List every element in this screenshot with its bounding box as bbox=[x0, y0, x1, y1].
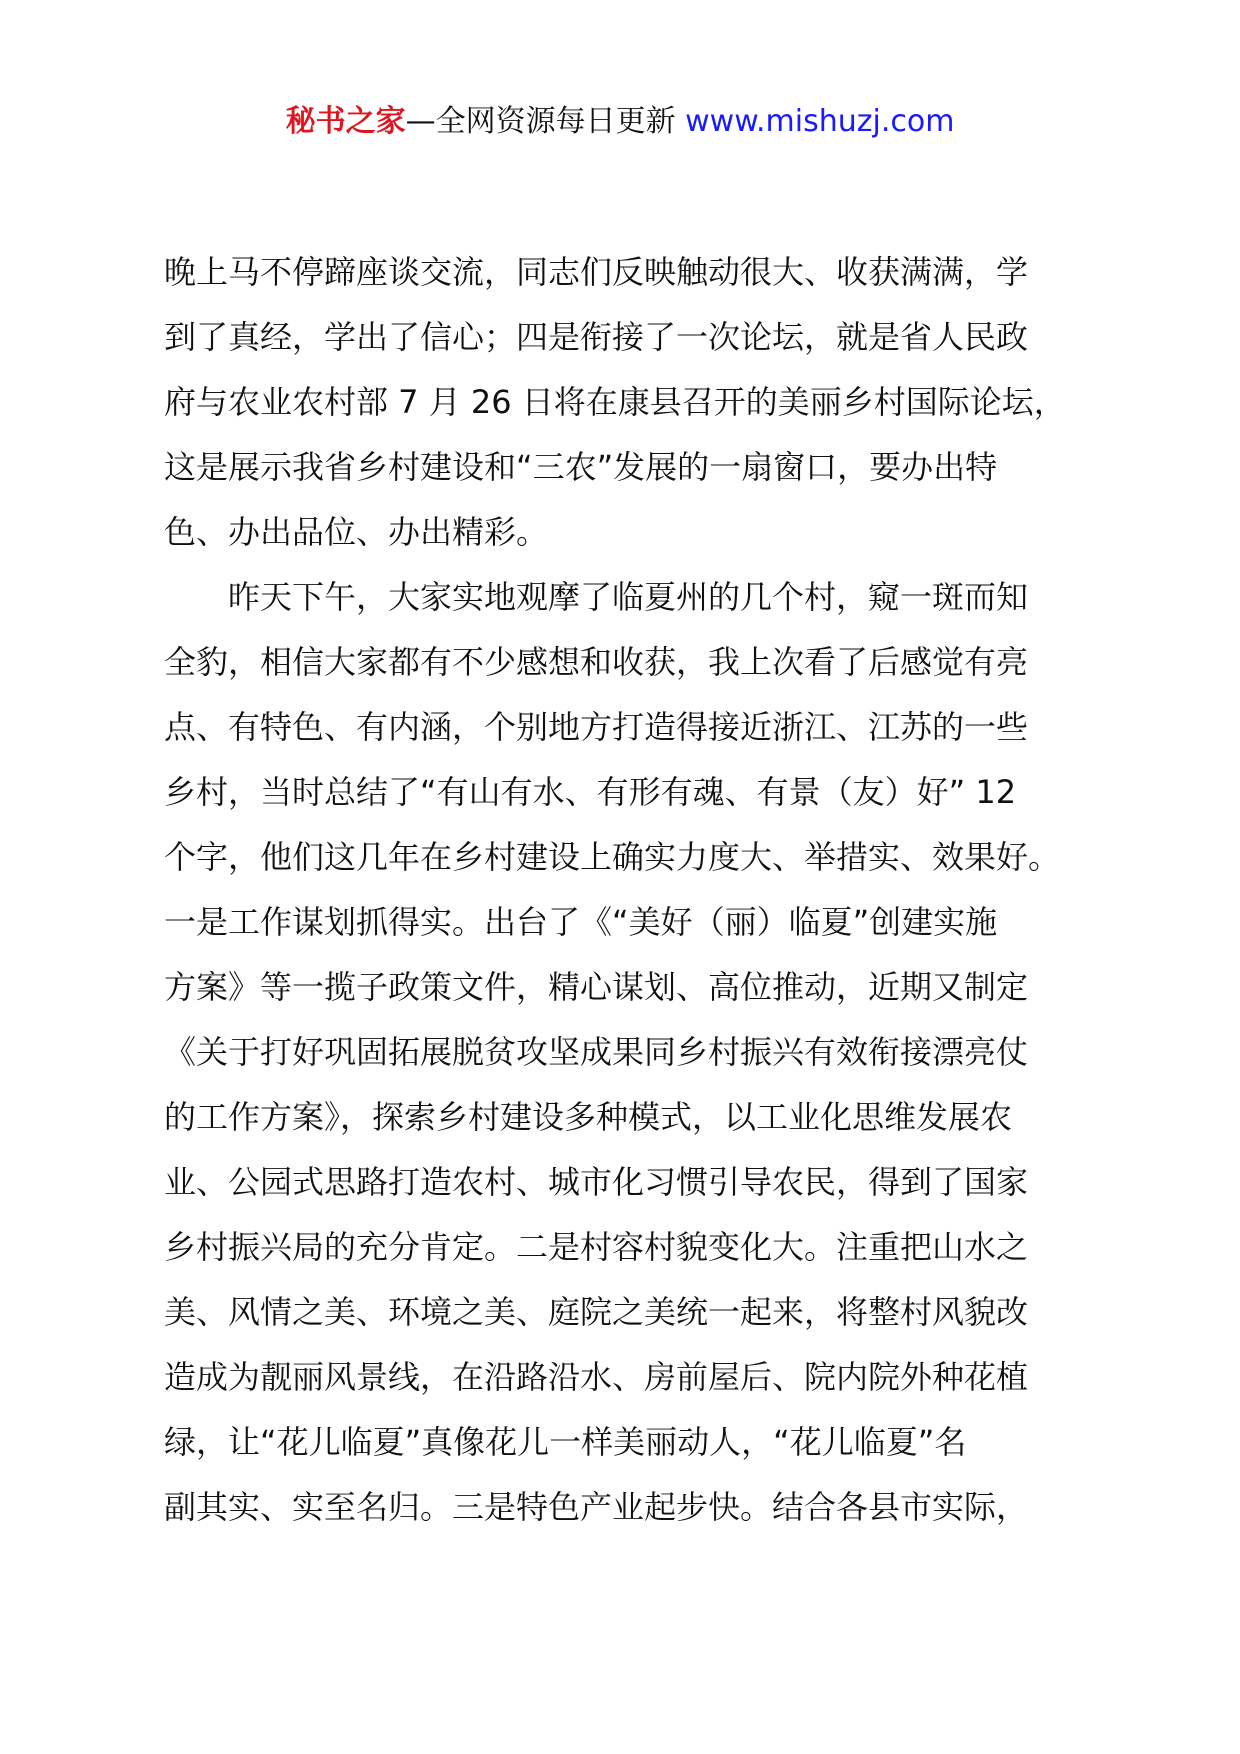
text-line: 绿，让“花儿临夏”真像花儿一样美丽动人，“花儿临夏”名 bbox=[164, 1423, 967, 1461]
website-link[interactable]: www.mishuzj.com bbox=[685, 104, 955, 139]
text-line: 晚上马不停蹄座谈交流，同志们反映触动很大、收获满满，学 bbox=[164, 253, 1029, 291]
text-line: 造成为靓丽风景线，在沿路沿水、房前屋后、院内院外种花植 bbox=[164, 1358, 1029, 1396]
text-line: 点、有特色、有内涵，个别地方打造得接近浙江、江苏的一些 bbox=[164, 708, 1029, 746]
text-line: 的工作方案》，探索乡村建设多种模式，以工业化思维发展农 bbox=[164, 1098, 1013, 1136]
text-line: 个字，他们这几年在乡村建设上确实力度大、举措实、效果好。 bbox=[164, 838, 1061, 876]
document-body bbox=[164, 240, 1094, 1540]
page-header bbox=[0, 100, 1240, 144]
text-line: 全豹，相信大家都有不少感想和收获，我上次看了后感觉有亮 bbox=[164, 643, 1029, 681]
text-line: 美、风情之美、环境之美、庭院之美统一起来，将整村风貌改 bbox=[164, 1293, 1029, 1331]
text-line: 到了真经，学出了信心；四是衔接了一次论坛，就是省人民政 bbox=[164, 318, 1029, 356]
text-line: 方案》等一揽子政策文件，精心谋划、高位推动，近期又制定 bbox=[164, 968, 1029, 1006]
text-line: 一是工作谋划抓得实。出台了《“美好（丽）临夏”创建实施 bbox=[164, 903, 998, 941]
text-line: 业、公园式思路打造农村、城市化习惯引导农民，得到了国家 bbox=[164, 1163, 1029, 1201]
brand-name: 秘书之家 bbox=[285, 104, 406, 139]
text-line: 乡村，当时总结了“有山有水、有形有魂、有景（友）好” 12 bbox=[164, 773, 1017, 811]
text-line: 府与农业农村部 7 月 26 日将在康县召开的美丽乡村国际论坛， bbox=[164, 383, 1066, 421]
text-line: 这是展示我省乡村建设和“三农”发展的一扇窗口，要办出特 bbox=[164, 448, 998, 486]
header-tagline: —全网资源每日更新 bbox=[405, 104, 676, 139]
text-line: 乡村振兴局的充分肯定。二是村容村貌变化大。注重把山水之 bbox=[164, 1228, 1029, 1266]
text-line: 副其实、实至名归。三是特色产业起步快。结合各县市实际， bbox=[164, 1488, 1029, 1526]
text-line: 《关于打好巩固拓展脱贫攻坚成果同乡村振兴有效衔接漂亮仗 bbox=[164, 1033, 1029, 1071]
text-line: 昨天下午，大家实地观摩了临夏州的几个村，窥一斑而知 bbox=[164, 578, 1029, 616]
text-line: 色、办出品位、办出精彩。 bbox=[164, 513, 549, 551]
